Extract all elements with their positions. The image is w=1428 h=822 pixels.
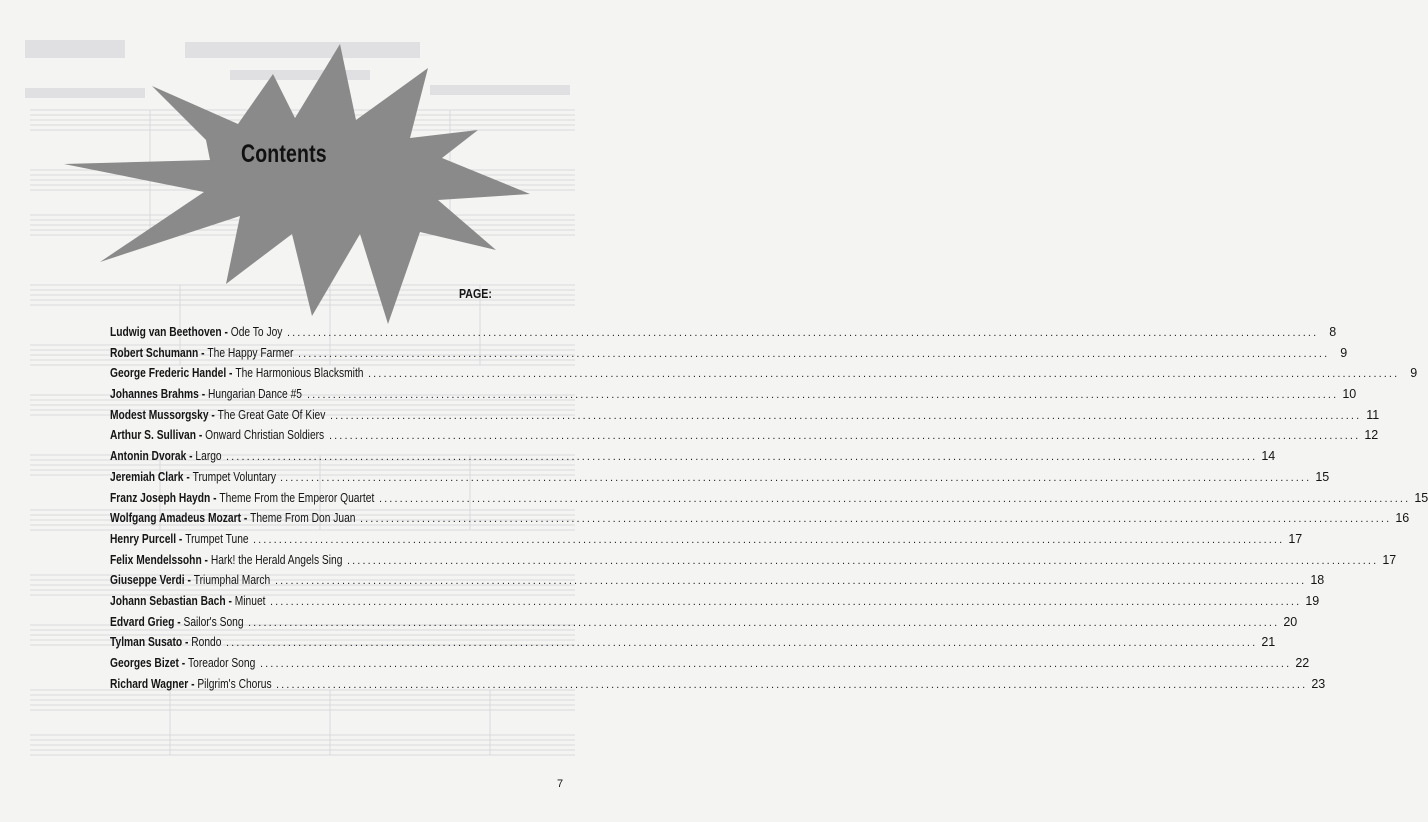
composer-name: Jeremiah Clark	[110, 469, 184, 484]
separator: -	[174, 614, 184, 629]
toc-entry	[110, 674, 1326, 695]
toc-entry-label	[110, 674, 272, 695]
entry-page-number: 22	[1295, 656, 1310, 670]
toc-entry-label	[110, 508, 355, 529]
composer-name: George Frederic Handel	[110, 366, 227, 381]
entry-page-number: 9	[1410, 366, 1418, 381]
separator: -	[176, 531, 186, 546]
toc-entry	[110, 322, 1337, 343]
entry-page-number: 20	[1283, 614, 1298, 629]
toc-entry-label	[110, 653, 255, 674]
composer-name: Tylman Susato	[110, 635, 183, 650]
composer-name: Ludwig van Beethoven	[110, 325, 222, 339]
dot-leader: ........................................................................................................................................................................................................	[248, 616, 1280, 629]
toc-entry	[110, 488, 1428, 509]
toc-entry-label	[110, 632, 221, 653]
dot-leader: ........................................................................................................................................................................................................	[347, 554, 1379, 567]
piece-title: Toreador Song	[188, 656, 256, 670]
separator: -	[198, 387, 208, 402]
dot-leader: ........................................................................................................................................................................................................	[276, 678, 1308, 691]
separator: -	[186, 449, 196, 464]
entry-page-number: 18	[1310, 573, 1325, 588]
composer-name: Henry Purcell	[110, 531, 177, 546]
composer-name: Robert Schumann	[110, 345, 199, 360]
toc-entry-label	[110, 322, 282, 343]
composer-name: Georges Bizet	[110, 656, 179, 670]
composer-name: Modest Mussorgsky	[110, 407, 209, 422]
entry-page-number: 9	[1340, 345, 1348, 360]
dot-leader: ........................................................................................................................................................................................................	[226, 451, 1258, 464]
composer-name: Arthur S. Sullivan	[110, 428, 197, 443]
entry-page-number: 14	[1261, 449, 1276, 464]
piece-title: Onward Christian Soldiers	[205, 428, 325, 443]
page-number: 7	[557, 778, 564, 790]
toc-entry-label	[110, 488, 374, 509]
toc-entry-label	[110, 363, 363, 384]
toc-entry-label	[110, 405, 325, 426]
composer-name: Antonin Dvorak	[110, 449, 187, 464]
toc-entry	[110, 425, 1379, 446]
piece-title: Triumphal March	[193, 573, 271, 588]
dot-leader: ........................................................................................................................................................................................................	[287, 327, 1319, 339]
entry-page-number: 19	[1305, 593, 1320, 608]
entry-page-number: 8	[1329, 325, 1337, 339]
dot-leader: ........................................................................................................................................................................................................	[329, 430, 1361, 443]
separator: -	[226, 366, 236, 381]
piece-title: Trumpet Tune	[185, 531, 249, 546]
piece-title: Ode To Joy	[230, 325, 283, 339]
separator: -	[182, 635, 192, 650]
entry-page-number: 15	[1315, 469, 1330, 484]
toc-entry-label	[110, 612, 244, 633]
composer-name: Johann Sebastian Bach	[110, 593, 226, 608]
toc-entry	[110, 446, 1276, 467]
dot-leader: ........................................................................................................................................................................................................	[298, 347, 1330, 360]
toc-entry-label	[110, 529, 249, 550]
separator: -	[201, 552, 211, 567]
piece-title: The Great Gate Of Kiev	[217, 407, 326, 422]
dot-leader: ........................................................................................................................................................................................................	[330, 409, 1362, 422]
entry-page-number: 10	[1342, 387, 1357, 402]
dot-leader: ........................................................................................................................................................................................................	[270, 595, 1302, 608]
composer-name: Franz Joseph Haydn	[110, 490, 211, 505]
separator: -	[240, 511, 251, 526]
piece-title: Rondo	[191, 635, 222, 650]
separator: -	[208, 407, 218, 422]
separator: -	[198, 345, 208, 360]
piece-title: Sailor's Song	[183, 614, 244, 629]
separator: -	[184, 573, 194, 588]
separator: -	[178, 656, 189, 670]
separator: -	[196, 428, 206, 443]
piece-title: Trumpet Voluntary	[192, 469, 276, 484]
toc-entry-text	[110, 550, 387, 571]
entry-page-number: 12	[1364, 428, 1379, 443]
piece-title: Pilgrim's Chorus	[197, 676, 272, 691]
dot-leader: ........................................................................................................................................................................................................	[260, 658, 1292, 670]
toc-entry	[110, 405, 1380, 426]
toc-entry	[110, 570, 1325, 591]
toc-entry	[110, 632, 1276, 653]
toc-entry-text	[110, 363, 408, 384]
dot-leader: ........................................................................................................................................................................................................	[275, 575, 1307, 588]
composer-name: Felix Mendelssohn	[110, 552, 202, 567]
toc-entry	[110, 384, 1357, 405]
entry-page-number: 23	[1311, 676, 1326, 691]
toc-entry-label	[110, 384, 302, 405]
page-column-label: PAGE:	[459, 287, 492, 301]
piece-title: Theme From Don Juan	[250, 511, 356, 526]
dot-leader: ........................................................................................................................................................................................................	[307, 389, 1339, 402]
dot-leader: ........................................................................................................................................................................................................	[379, 492, 1411, 505]
dot-leader: ........................................................................................................................................................................................................	[253, 533, 1285, 546]
toc-entry	[110, 343, 1348, 364]
dot-leader: ........................................................................................................................................................................................................	[368, 368, 1400, 381]
separator: -	[188, 676, 198, 691]
toc-entry	[110, 591, 1320, 612]
dot-leader: ........................................................................................................................................................................................................	[226, 637, 1258, 650]
separator: -	[210, 490, 220, 505]
separator: -	[183, 469, 193, 484]
toc-entry	[110, 653, 1310, 674]
piece-title: Hungarian Dance #5	[207, 387, 303, 402]
piece-title: Minuet	[234, 593, 266, 608]
toc-entry-text	[110, 488, 419, 509]
toc-entry	[110, 508, 1410, 529]
toc-entry	[110, 363, 1418, 384]
entry-page-number: 16	[1395, 511, 1410, 526]
toc-entry-label	[110, 425, 324, 446]
toc-entry-label	[110, 591, 266, 612]
toc-entry-label	[110, 467, 276, 488]
toc-entry-label	[110, 570, 270, 591]
piece-title: Hark! the Herald Angels Sing	[210, 552, 343, 567]
composer-name: Johannes Brahms	[110, 387, 199, 402]
composer-name: Richard Wagner	[110, 676, 189, 691]
toc-entry-label	[110, 446, 222, 467]
contents-list	[110, 322, 1428, 694]
piece-title: The Harmonious Blacksmith	[235, 366, 364, 381]
composer-name: Wolfgang Amadeus Mozart	[110, 511, 241, 526]
entry-page-number: 21	[1261, 635, 1276, 650]
piece-title: Theme From the Emperor Quartet	[219, 490, 375, 505]
toc-entry	[110, 550, 1397, 571]
entry-page-number: 15	[1414, 490, 1428, 505]
toc-entry-text	[110, 508, 400, 529]
toc-entry-label	[110, 550, 342, 571]
dot-leader: ........................................................................................................................................................................................................	[280, 471, 1312, 484]
separator: -	[225, 593, 235, 608]
dot-leader: ........................................................................................................................................................................................................	[360, 513, 1392, 526]
entry-page-number: 17	[1288, 531, 1303, 546]
composer-name: Giuseppe Verdi	[110, 573, 185, 588]
piece-title: Largo	[195, 449, 222, 464]
page-title: Contents	[241, 140, 327, 168]
entry-page-number: 11	[1366, 407, 1380, 422]
toc-entry	[110, 612, 1298, 633]
toc-entry	[110, 529, 1303, 550]
composer-name: Edvard Grieg	[110, 614, 175, 629]
separator: -	[221, 325, 231, 339]
toc-entry	[110, 467, 1330, 488]
entry-page-number: 17	[1382, 552, 1397, 567]
toc-entry-label	[110, 343, 293, 364]
piece-title: The Happy Farmer	[207, 345, 294, 360]
